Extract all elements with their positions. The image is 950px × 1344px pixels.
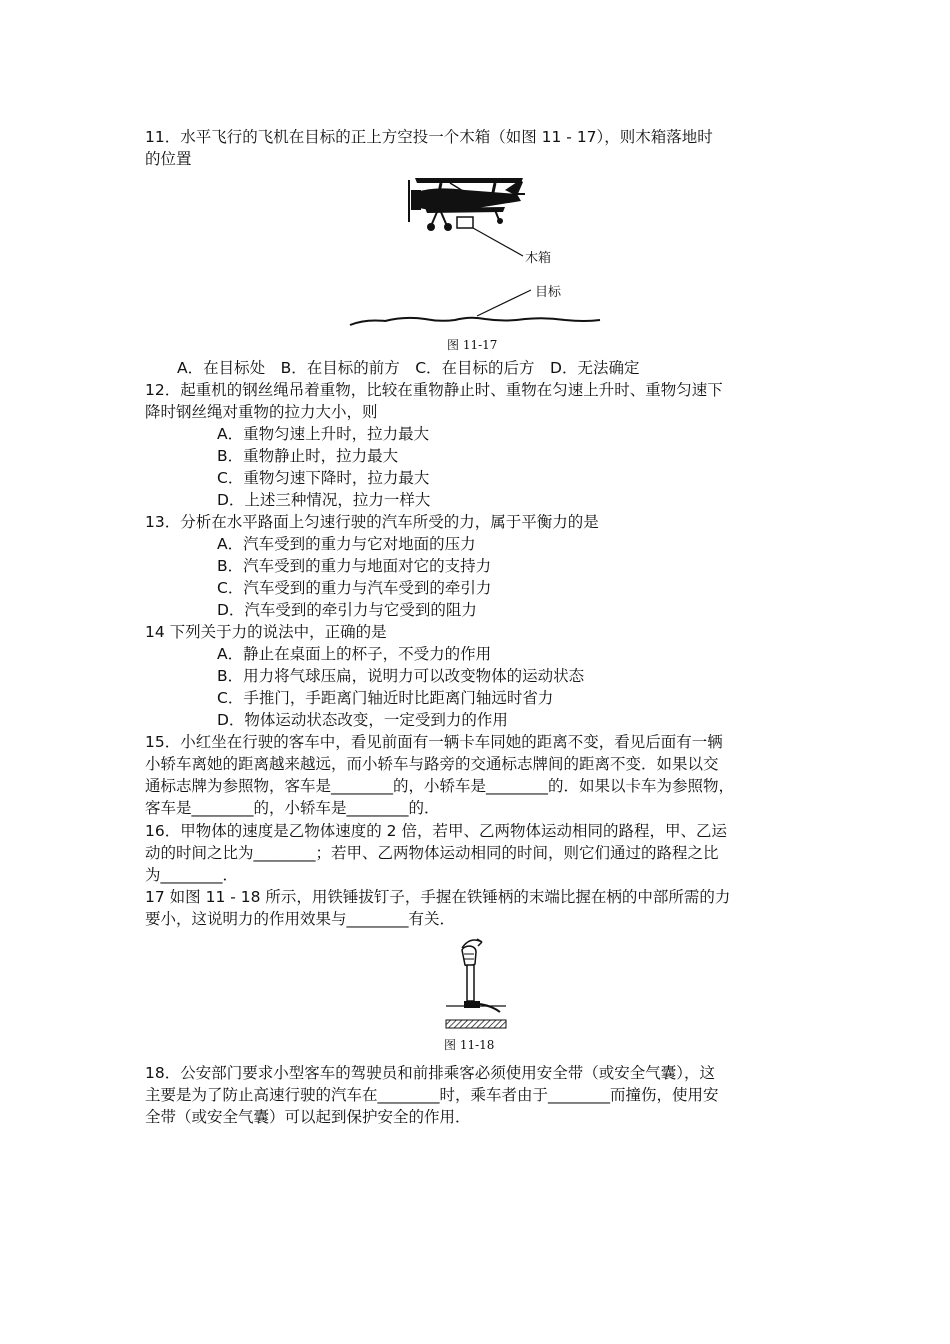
q14-option-a: A．静止在桌面上的杯子，不受力的作用 <box>217 645 492 663</box>
figure-11-17 <box>345 170 610 335</box>
q16-line1: 16．甲物体的速度是乙物体速度的 2 倍，若甲、乙两物体运动相同的路程，甲、乙运 <box>145 822 727 840</box>
q13-option-a: A．汽车受到的重力与它对地面的压力 <box>217 535 476 553</box>
q13-option-d: D．汽车受到的牵引力与它受到的阻力 <box>217 601 477 619</box>
q17-line1: 17 如图 11 - 18 所示，用铁锤拔钉子，手握在铁锤柄的末端比握在柄的中部所需的力 <box>145 888 731 906</box>
label-target: 目标 <box>535 285 562 300</box>
q12-line2: 降时钢丝绳对重物的拉力大小，则 <box>145 403 378 421</box>
q11-line2: 的位置 <box>145 150 192 168</box>
figure-11-17-caption: 图 11-17 <box>447 338 498 352</box>
q15-line4: 客车是________的，小轿车是________的． <box>145 799 440 817</box>
q11-options: A．在目标处 B．在目标的前方 C．在目标的后方 D．无法确定 <box>177 359 640 377</box>
label-wooden-box: 木箱 <box>525 251 552 266</box>
q15-line2: 小轿车离她的距离越来越远，而小轿车与路旁的交通标志牌间的距离不变．如果以交 <box>145 755 719 773</box>
q12-option-b: B．重物静止时，拉力最大 <box>217 447 399 465</box>
q18-line2: 主要是为了防止高速行驶的汽车在________时，乘车者由于________而撞伤，使用安 <box>145 1086 719 1104</box>
figure-11-18-caption: 图 11-18 <box>444 1038 495 1052</box>
q13-option-b: B．汽车受到的重力与地面对它的支持力 <box>217 557 492 575</box>
q15-line1: 15．小红坐在行驶的客车中，看见前面有一辆卡车同她的距离不变，看见后面有一辆 <box>145 733 723 751</box>
q12-option-d: D．上述三种情况，拉力一样大 <box>217 491 431 509</box>
wooden-box-shape <box>457 217 473 228</box>
q12-line1: 12．起重机的钢丝绳吊着重物，比较在重物静止时、重物在匀速上升时、重物匀速下 <box>145 381 723 399</box>
q17-line2: 要小，这说明力的作用效果与________有关． <box>145 910 456 928</box>
q14-option-d: D．物体运动状态改变，一定受到力的作用 <box>217 711 508 729</box>
q12-option-c: C．重物匀速下降时，拉力最大 <box>217 469 430 487</box>
q18-line3: 全带（或安全气囊）可以起到保护安全的作用． <box>145 1108 471 1126</box>
figure-11-18 <box>440 934 512 1034</box>
q14-option-c: C．手推门，手距离门轴近时比距离门轴远时省力 <box>217 689 554 707</box>
q13-line1: 13．分析在水平路面上匀速行驶的汽车所受的力，属于平衡力的是 <box>145 513 599 531</box>
q14-line1: 14 下列关于力的说法中，正确的是 <box>145 623 387 641</box>
q18-line1: 18．公安部门要求小型客车的驾驶员和前排乘客必须使用安全带（或安全气囊），这 <box>145 1064 715 1082</box>
q11-line1: 11．水平飞行的飞机在目标的正上方空投一个木箱（如图 11 - 17），则木箱落地时 <box>145 128 713 146</box>
q12-option-a: A．重物匀速上升时，拉力最大 <box>217 425 430 443</box>
q14-option-b: B．用力将气球压扁，说明力可以改变物体的运动状态 <box>217 667 585 685</box>
q13-option-c: C．汽车受到的重力与汽车受到的牵引力 <box>217 579 492 597</box>
q16-line3: 为________． <box>145 866 239 884</box>
q15-line3: 通标志牌为参照物，客车是________的，小轿车是________的．如果以卡车为参照物， <box>145 777 735 795</box>
q16-line2: 动的时间之比为________；若甲、乙两物体运动相同的时间，则它们通过的路程之比 <box>145 844 719 862</box>
